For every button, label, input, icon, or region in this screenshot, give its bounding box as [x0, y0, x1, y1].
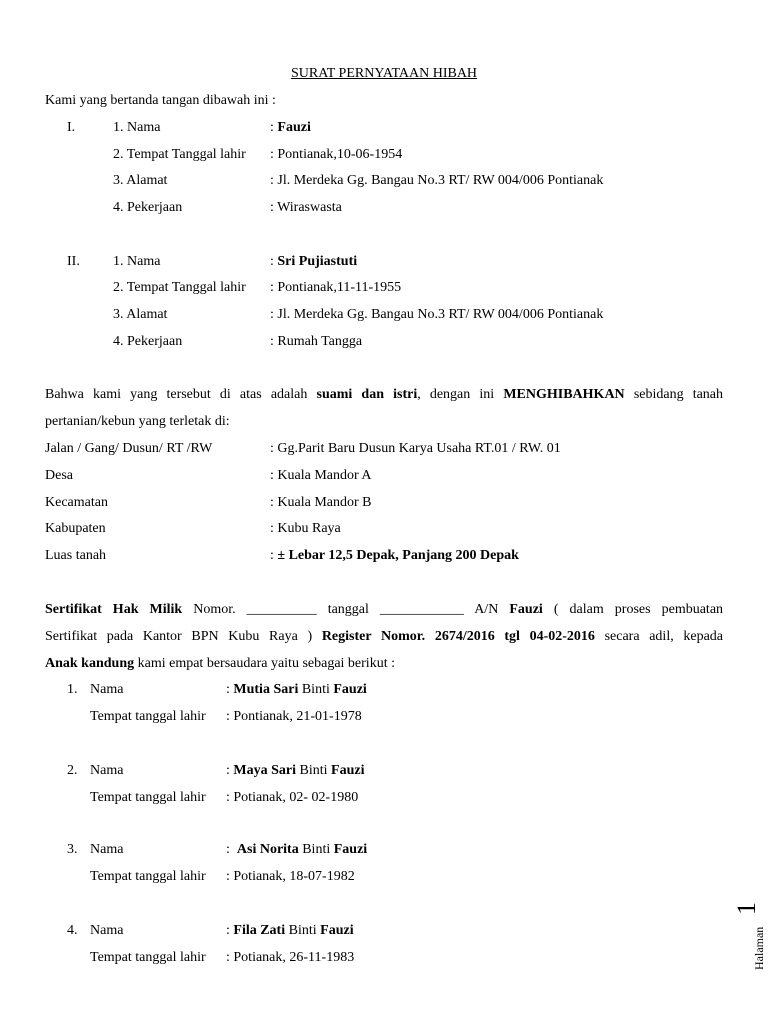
certificate-owner: Fauzi	[509, 602, 543, 617]
party-1-address: Jl. Merdeka Gg. Bangau No.3 RT/ RW 004/006 Pontianak	[277, 173, 604, 188]
child-3-birth-label: Tempat tanggal lahir	[90, 869, 206, 884]
child-2-father: Fauzi	[331, 763, 365, 778]
child-1-number: 1.	[67, 682, 78, 697]
party-1-birth-label: 2. Tempat Tanggal lahir	[113, 147, 246, 162]
certificate-register: Register Nomor. 2674/2016 tgl 04-02-2016	[321, 629, 595, 644]
document-title: SURAT PERNYATAAN HIBAH	[290, 66, 478, 81]
certificate-line-2	[45, 628, 723, 655]
page-number: 1	[732, 902, 761, 915]
certificate-fair: secara adil, kepada	[604, 629, 724, 644]
party-2-address-label: 3. Alamat	[113, 307, 168, 322]
child-3-number: 3.	[67, 842, 78, 857]
party-1-job-value: : Wiraswasta	[270, 200, 342, 215]
party-2-job-label: 4. Pekerjaan	[113, 334, 183, 349]
party-2-birth-label: 2. Tempat Tanggal lahir	[113, 280, 246, 295]
child-4-birth-label: Tempat tanggal lahir	[90, 950, 206, 965]
land-village-label: Desa	[45, 468, 73, 483]
party-1-address-value: : Jl. Merdeka Gg. Bangau No.3 RT/ RW 004/006 Pontianak	[270, 173, 604, 188]
land-regency-label: Kabupaten	[45, 521, 106, 536]
land-street-label: Jalan / Gang/ Dusun/ RT /RW	[45, 441, 213, 456]
certificate-paragraph	[45, 601, 723, 682]
child-1-name-label: Nama	[90, 682, 124, 697]
statement-grant: MENGHIBAHKAN	[503, 387, 625, 402]
certificate-type: Sertifikat Hak Milik	[45, 602, 183, 617]
child-1-birth-label: Tempat tanggal lahir	[90, 709, 206, 724]
child-4-binti: Binti	[288, 923, 317, 938]
party-1-job: Wiraswasta	[277, 200, 342, 215]
statement-line-2: pertanian/kebun yang terletak di:	[45, 414, 230, 429]
party-2-birth: Pontianak,11-11-1955	[277, 280, 402, 295]
land-area-value: : ± Lebar 12,5 Depak, Panjang 200 Depak	[270, 548, 519, 563]
party-2-address-value: : Jl. Merdeka Gg. Bangau No.3 RT/ RW 004/006 Pontianak	[270, 307, 604, 322]
certificate-process: ( dalam proses pembuatan	[553, 602, 724, 617]
child-1-binti: Binti	[301, 682, 330, 697]
party-2-birth-value: : Pontianak,11-11-1955	[270, 280, 402, 295]
party-1-roman: I.	[67, 120, 76, 135]
party-2-name-value: : Sri Pujiastuti	[270, 254, 358, 269]
child-2-birth: : Potianak, 02- 02-1980	[226, 790, 359, 805]
child-4-name-label: Nama	[90, 923, 124, 938]
party-1-name: Fauzi	[277, 120, 311, 135]
child-1-name: Mutia Sari	[233, 682, 299, 697]
party-2-roman: II.	[67, 254, 80, 269]
child-1-birth: : Pontianak, 21-01-1978	[226, 709, 362, 724]
land-district-value: : Kuala Mandor B	[270, 495, 372, 510]
land-street-value: : Gg.Parit Baru Dusun Karya Usaha RT.01 / RW. 01	[270, 441, 561, 456]
child-4-birth: : Potianak, 26-11-1983	[226, 950, 355, 965]
statement-text-a: Bahwa kami yang tersebut di atas adalah	[45, 387, 308, 402]
party-1-birth-value: : Pontianak,10-06-1954	[270, 147, 403, 162]
statement-text-c: , dengan ini	[417, 387, 495, 402]
child-4-name-row: : Fila Zati Binti Fauzi	[226, 923, 354, 938]
child-3-birth: : Potianak, 18-07-1982	[226, 869, 355, 884]
party-1-name-label: 1. Nama	[113, 120, 161, 135]
party-2-address: Jl. Merdeka Gg. Bangau No.3 RT/ RW 004/006 Pontianak	[277, 307, 604, 322]
statement-text-e: sebidang tanah	[633, 387, 724, 402]
party-1-address-label: 3. Alamat	[113, 173, 168, 188]
child-2-name-label: Nama	[90, 763, 124, 778]
child-3-name-row: : Asi Norita Binti Fauzi	[226, 842, 368, 857]
land-village-value: : Kuala Mandor A	[270, 468, 372, 483]
intro-text: Kami yang bertanda tangan dibawah ini :	[45, 93, 276, 108]
child-3-binti: Binti	[302, 842, 331, 857]
child-3-father: Fauzi	[333, 842, 368, 857]
child-2-binti: Binti	[299, 763, 328, 778]
party-2-name-label: 1. Nama	[113, 254, 161, 269]
certificate-line-3	[45, 655, 723, 682]
child-3-name: Asi Norita	[236, 842, 299, 857]
party-2-job: Rumah Tangga	[277, 334, 363, 349]
child-1-father: Fauzi	[333, 682, 367, 697]
certificate-children: Anak kandung	[45, 656, 135, 671]
child-2-name: Maya Sari	[233, 763, 296, 778]
page-label: Halaman	[752, 926, 766, 970]
land-district-label: Kecamatan	[45, 495, 108, 510]
child-2-name-row: : Maya Sari Binti Fauzi	[226, 763, 365, 778]
statement-spouse: suami dan istri	[316, 387, 418, 402]
certificate-siblings: kami empat bersaudara yaitu sebagai berikut :	[137, 656, 395, 671]
land-area-label: Luas tanah	[45, 548, 107, 563]
child-4-father: Fauzi	[320, 923, 354, 938]
statement-paragraph	[45, 386, 723, 440]
child-3-name-label: Nama	[90, 842, 124, 857]
certificate-office: Sertifikat pada Kantor BPN Kubu Raya )	[45, 629, 313, 644]
party-1-birth: Pontianak,10-06-1954	[277, 147, 403, 162]
party-1-job-label: 4. Pekerjaan	[113, 200, 183, 215]
child-2-birth-label: Tempat tanggal lahir	[90, 790, 206, 805]
party-2-job-value: : Rumah Tangga	[270, 334, 363, 349]
land-area: ± Lebar 12,5 Depak, Panjang 200 Depak	[277, 548, 519, 563]
child-4-name: Fila Zati	[233, 923, 286, 938]
party-2-name: Sri Pujiastuti	[277, 254, 358, 269]
party-1-name-value: : Fauzi	[270, 120, 311, 135]
child-1-name-row: : Mutia Sari Binti Fauzi	[226, 682, 367, 697]
certificate-number: Nomor. __________ tanggal ____________ A/N	[193, 602, 499, 617]
certificate-line-1	[45, 601, 723, 628]
land-regency-value: : Kubu Raya	[270, 521, 341, 536]
child-2-number: 2.	[67, 763, 78, 778]
statement-line-1	[45, 386, 723, 413]
child-4-number: 4.	[67, 923, 78, 938]
